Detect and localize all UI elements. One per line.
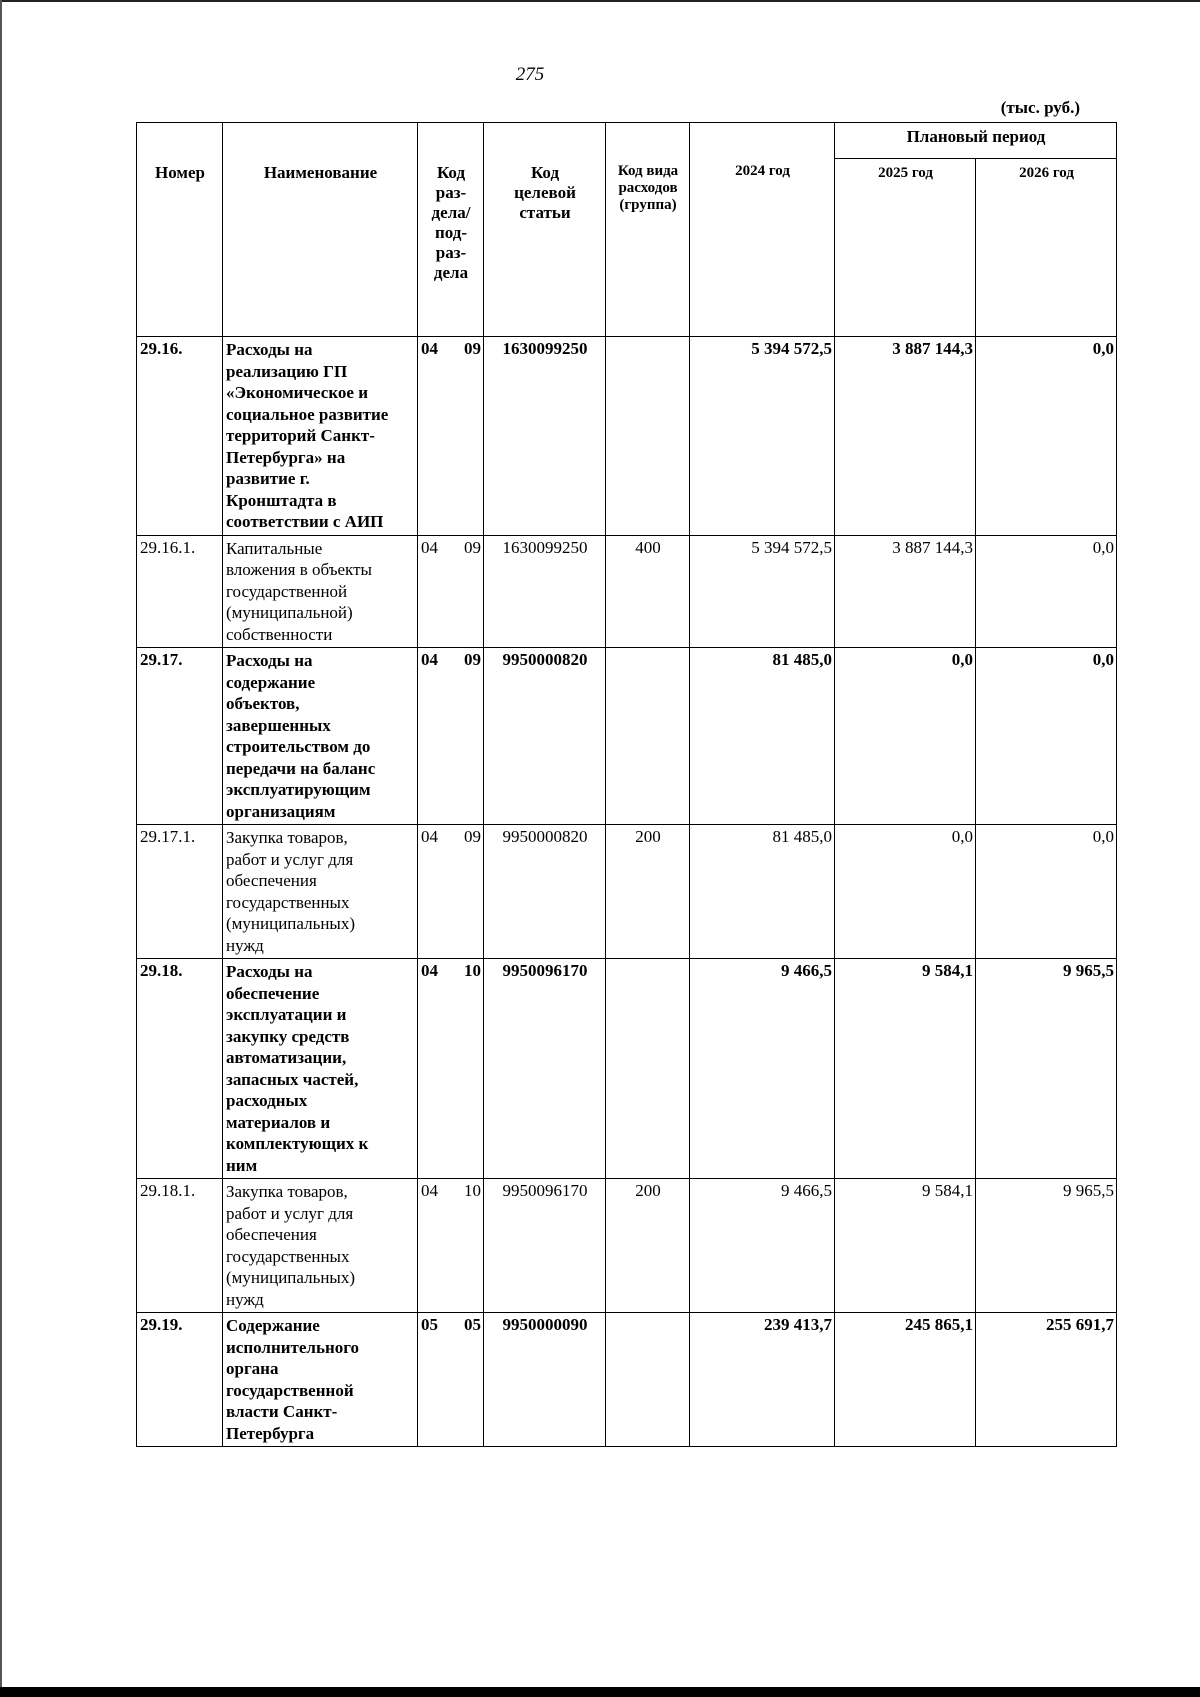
row-number: 29.16.1. <box>137 535 223 648</box>
row-2024: 5 394 572,5 <box>690 535 835 648</box>
name-line: строительством до <box>226 737 371 756</box>
subsection-code: 09 <box>464 339 481 358</box>
row-section-code <box>418 648 484 825</box>
row-section-code <box>418 1313 484 1447</box>
row-2024: 239 413,7 <box>690 1313 835 1447</box>
row-name <box>223 337 418 536</box>
name-line: объектов, <box>226 694 300 713</box>
name-line: запасных частей, <box>226 1069 359 1089</box>
row-number: 29.17. <box>137 648 223 825</box>
name-line: материалов и <box>226 1112 331 1132</box>
row-number: 29.18. <box>137 959 223 1179</box>
name-line: исполнительного <box>226 1337 360 1357</box>
name-line: собственности <box>226 624 333 644</box>
name-line: территорий Санкт- <box>226 426 375 445</box>
name-line: власти Санкт- <box>226 1402 338 1421</box>
scan-edge-bottom <box>0 1687 1200 1697</box>
name-line: Закупка товаров, <box>226 828 348 847</box>
name-line: расходных <box>226 1091 308 1110</box>
section-code: 04 <box>421 827 438 846</box>
row-2026: 255 691,7 <box>976 1313 1117 1447</box>
table-row <box>137 1179 1117 1313</box>
budget-table <box>136 122 1117 1447</box>
row-2026: 0,0 <box>976 535 1117 648</box>
row-expense-group: 200 <box>606 1179 690 1313</box>
row-number: 29.19. <box>137 1313 223 1447</box>
header-planning-period: Плановый период <box>835 123 1117 159</box>
row-target-code: 1630099250 <box>484 337 606 536</box>
name-line: обеспечение <box>226 983 320 1003</box>
row-section-code <box>418 959 484 1179</box>
row-target-code: 1630099250 <box>484 535 606 648</box>
name-line: организациям <box>226 801 336 821</box>
name-line: автоматизации, <box>226 1048 347 1067</box>
subsection-code: 09 <box>464 537 481 557</box>
name-line: Петербурга <box>226 1423 315 1443</box>
name-line: Расходы на <box>226 962 313 981</box>
header-name: Наименование <box>223 123 418 337</box>
name-line: органа <box>226 1359 279 1378</box>
header-number: Номер <box>137 123 223 337</box>
name-line: Кронштадта в <box>226 490 337 510</box>
name-line: Капитальные <box>226 538 323 558</box>
row-2025: 3 887 144,3 <box>835 535 976 648</box>
header-year-2026: 2026 год <box>976 159 1117 337</box>
header-expense-type: Код вида расходов (группа) <box>606 123 690 337</box>
name-line: (муниципальных) <box>226 1268 356 1287</box>
row-2026: 0,0 <box>976 825 1117 959</box>
name-line: Расходы на <box>226 340 313 359</box>
section-code: 04 <box>421 650 438 669</box>
section-code: 04 <box>421 961 438 980</box>
name-line: государственной <box>226 1380 354 1400</box>
row-2024: 9 466,5 <box>690 959 835 1179</box>
row-2026: 0,0 <box>976 648 1117 825</box>
row-number: 29.18.1. <box>137 1179 223 1313</box>
subsection-code: 10 <box>464 1181 481 1200</box>
row-name <box>223 825 418 959</box>
row-expense-group <box>606 648 690 825</box>
row-target-code: 9950000820 <box>484 648 606 825</box>
row-section-code <box>418 825 484 959</box>
row-2025: 0,0 <box>835 825 976 959</box>
header-section-code: Код раз- дела/ под- раз- дела <box>418 123 484 337</box>
name-line: эксплуатации и <box>226 1005 347 1024</box>
row-2024: 81 485,0 <box>690 825 835 959</box>
row-number: 29.17.1. <box>137 825 223 959</box>
name-line: содержание <box>226 672 316 692</box>
name-line: закупку средств <box>226 1026 350 1046</box>
row-name <box>223 535 418 648</box>
row-expense-group: 200 <box>606 825 690 959</box>
header-row-top <box>137 123 1117 159</box>
name-line: передачи на баланс <box>226 758 376 778</box>
row-2025: 3 887 144,3 <box>835 337 976 536</box>
row-name <box>223 648 418 825</box>
name-line: Петербурга» на <box>226 447 346 467</box>
row-expense-group: 400 <box>606 535 690 648</box>
row-target-code: 9950000090 <box>484 1313 606 1447</box>
name-line: вложения в объекты <box>226 560 372 579</box>
subsection-code: 05 <box>464 1315 481 1334</box>
name-line: обеспечения <box>226 1225 317 1244</box>
name-line: Закупка товаров, <box>226 1182 348 1201</box>
row-name <box>223 959 418 1179</box>
row-section-code <box>418 535 484 648</box>
row-2024: 5 394 572,5 <box>690 337 835 536</box>
section-code: 04 <box>421 339 438 358</box>
name-line: (муниципальных) <box>226 914 356 933</box>
row-2026: 9 965,5 <box>976 1179 1117 1313</box>
scan-edge-top <box>0 0 1200 2</box>
row-2024: 81 485,0 <box>690 648 835 825</box>
row-target-code: 9950000820 <box>484 825 606 959</box>
row-target-code: 9950096170 <box>484 1179 606 1313</box>
row-expense-group <box>606 337 690 536</box>
name-line: комплектующих к <box>226 1134 369 1153</box>
name-line: работ и услуг для <box>226 1203 354 1223</box>
row-2025: 9 584,1 <box>835 1179 976 1313</box>
name-line: государственной <box>226 581 348 601</box>
section-code: 05 <box>421 1315 438 1334</box>
section-code: 04 <box>421 1181 438 1200</box>
name-line: ним <box>226 1155 258 1175</box>
row-expense-group <box>606 1313 690 1447</box>
subsection-code: 10 <box>464 961 481 980</box>
name-line: «Экономическое и <box>226 383 368 402</box>
name-line: обеспечения <box>226 871 317 890</box>
name-line: Расходы на <box>226 651 313 670</box>
table-row <box>137 337 1117 536</box>
row-2025: 0,0 <box>835 648 976 825</box>
row-name <box>223 1179 418 1313</box>
header-target-code: Код целевой статьи <box>484 123 606 337</box>
row-2025: 9 584,1 <box>835 959 976 1179</box>
table-row <box>137 1313 1117 1447</box>
row-name <box>223 1313 418 1447</box>
name-line: нужд <box>226 1289 264 1309</box>
units-label: (тыс. руб.) <box>1000 98 1080 117</box>
table-row <box>137 648 1117 825</box>
name-line: реализацию ГП <box>226 361 348 381</box>
section-code: 04 <box>421 537 438 557</box>
table-row <box>137 825 1117 959</box>
subsection-code: 09 <box>464 650 481 669</box>
name-line: завершенных <box>226 715 331 735</box>
name-line: соответствии с АИП <box>226 512 384 531</box>
row-number: 29.16. <box>137 337 223 536</box>
name-line: Содержание <box>226 1316 320 1335</box>
row-target-code: 9950096170 <box>484 959 606 1179</box>
row-2025: 245 865,1 <box>835 1313 976 1447</box>
row-2026: 0,0 <box>976 337 1117 536</box>
row-2024: 9 466,5 <box>690 1179 835 1313</box>
name-line: работ и услуг для <box>226 849 354 869</box>
table-row <box>137 959 1117 1179</box>
name-line: эксплуатирующим <box>226 780 371 799</box>
name-line: (муниципальной) <box>226 603 353 622</box>
name-line: развитие г. <box>226 469 310 488</box>
subsection-code: 09 <box>464 827 481 846</box>
scan-edge-left <box>0 0 2 1697</box>
row-expense-group <box>606 959 690 1179</box>
name-line: социальное развитие <box>226 404 389 424</box>
table-body <box>137 337 1117 1447</box>
table-row <box>137 535 1117 648</box>
name-line: нужд <box>226 935 264 955</box>
header-year-2024: 2024 год <box>690 123 835 337</box>
name-line: государственных <box>226 892 350 912</box>
row-2026: 9 965,5 <box>976 959 1117 1179</box>
row-section-code <box>418 337 484 536</box>
header-year-2025: 2025 год <box>835 159 976 337</box>
row-section-code <box>418 1179 484 1313</box>
page-number: 275 <box>515 64 545 85</box>
name-line: государственных <box>226 1246 350 1266</box>
